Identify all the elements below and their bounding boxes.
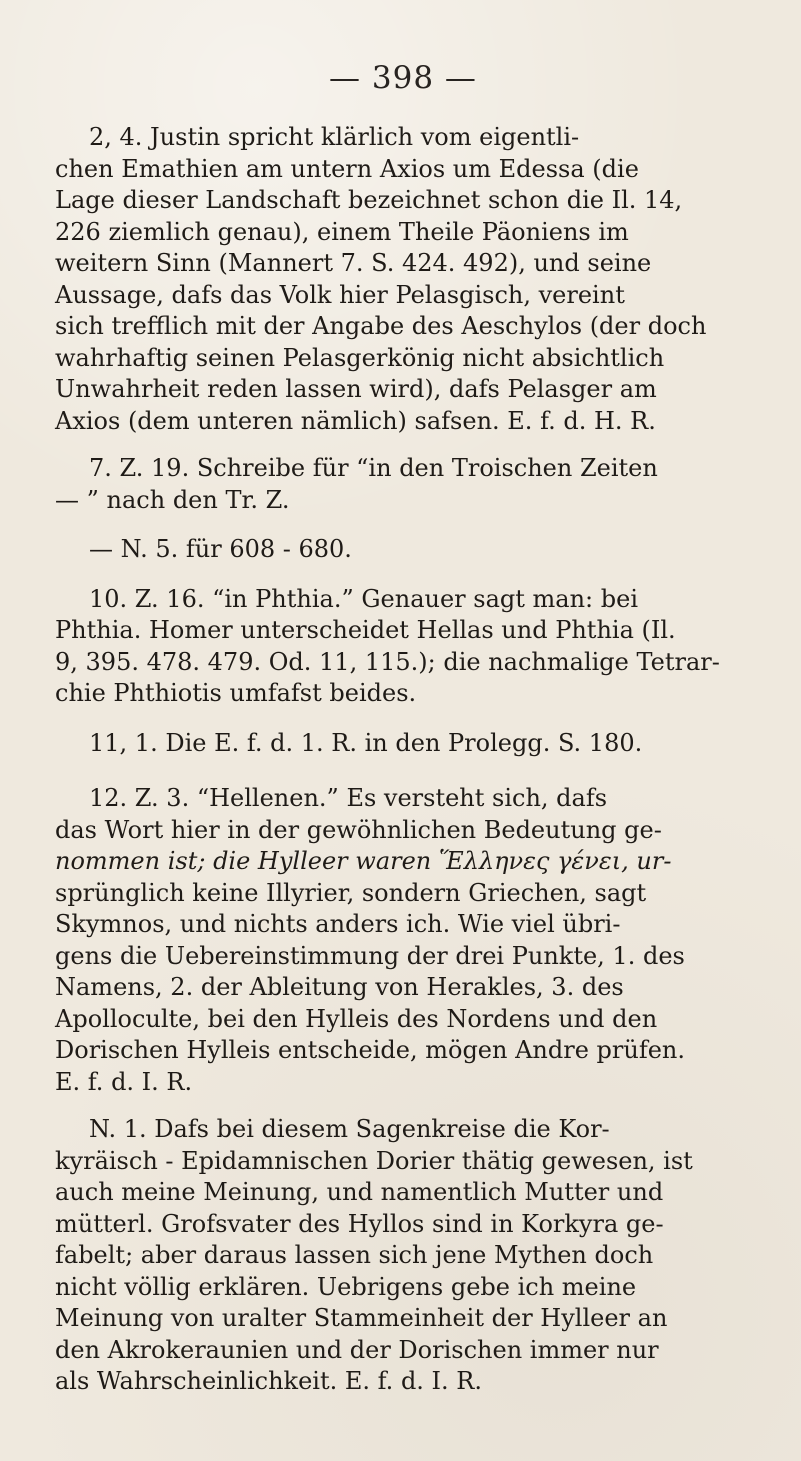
text-line: fabelt; aber daraus lassen sich jene Mythen doch — [55, 1241, 654, 1269]
paragraph-7 — [55, 1114, 751, 1398]
text-line: 9, 395. 478. 479. Od. 11, 115.); die nachmalige Tetrar- — [55, 647, 720, 676]
text-line: 11, 1. Die E. f. d. 1. R. in den Prolegg. S. 180. — [89, 728, 643, 757]
text-line: das Wort hier in der gewöhnlichen Bedeutung ge- — [55, 815, 662, 844]
text-line: sprünglich keine Illyrier, sondern Griechen, sagt — [55, 878, 647, 907]
text-line: Skymnos, und nichts anders ich. Wie viel übri- — [55, 910, 621, 938]
text-line: 12. Z. 3. “Hellenen.” Es versteht sich, dafs — [89, 784, 608, 812]
paragraph-6 — [55, 783, 751, 1098]
text-line: den Akrokeraunien und der Dorischen immer nur — [55, 1335, 659, 1364]
paragraph-1 — [55, 122, 751, 437]
text-line: sich trefflich mit der Angabe des Aeschylos (der doch — [55, 312, 707, 340]
text-line: 7. Z. 19. Schreibe für “in den Troischen Zeiten — [89, 454, 658, 482]
text-line: Meinung von uralter Stammeinheit der Hylleer an — [55, 1304, 668, 1332]
text-line: Axios (dem unteren nämlich) safsen. E. f. d. H. R. — [55, 406, 656, 435]
text-line: chie Phthiotis umfafst beides. — [55, 679, 417, 707]
text-line: — ” nach den Tr. Z. — [55, 485, 290, 514]
paragraph-2 — [55, 453, 751, 516]
paragraph-4 — [55, 584, 751, 710]
text-line: Lage dieser Landschaft bezeichnet schon die Il. 14, — [55, 186, 683, 214]
text-line: gens die Uebereinstimmung der drei Punkte, 1. des — [55, 941, 685, 970]
text-line: nicht völlig erklären. Uebrigens gebe ich meine — [55, 1272, 637, 1301]
text-line: Apolloculte, bei den Hylleis des Nordens und den — [55, 1004, 658, 1033]
text-line: E. f. d. I. R. — [55, 1067, 193, 1096]
text-line: N. 1. Dafs bei diesem Sagenkreise die Kor- — [89, 1115, 610, 1143]
paragraph-3 — [55, 534, 751, 566]
paragraph-5 — [55, 728, 751, 760]
text-line: Unwahrheit reden lassen wird), dafs Pelasger am — [55, 375, 657, 403]
text-line: 10. Z. 16. “in Phthia.” Genauer sagt man: bei — [89, 584, 638, 613]
text-line: wahrhaftig seinen Pelasgerkönig nicht absichtlich — [55, 343, 665, 372]
page-number: — 398 — — [329, 60, 477, 96]
text-line: Phthia. Homer unterscheidet Hellas und Phthia (Il. — [55, 616, 676, 644]
text-line: chen Emathien am untern Axios um Edessa (die — [55, 154, 639, 183]
text-line: Namens, 2. der Ableitung von Herakles, 3. des — [55, 973, 624, 1001]
text-line: kyräisch - Epidamnischen Dorier thätig gewesen, ist — [55, 1146, 693, 1175]
text-line: 2, 4. Justin spricht klärlich vom eigentli- — [89, 123, 580, 151]
text-line: weitern Sinn (Mannert 7. S. 424. 492), und seine — [55, 249, 652, 277]
text-line: als Wahrscheinlichkeit. E. f. d. I. R. — [55, 1367, 482, 1395]
text-line: nommen ist; die Hylleer waren Ἕλληνες γένει, ur- — [55, 847, 672, 875]
text-line: — N. 5. für 608 - 680. — [89, 535, 352, 563]
text-line: mütterl. Grofsvater des Hyllos sind in Korkyra ge- — [55, 1209, 664, 1238]
text-line: Dorischen Hylleis entscheide, mögen Andre prüfen. — [55, 1036, 686, 1064]
text-line: auch meine Meinung, und namentlich Mutter und — [55, 1178, 664, 1206]
text-line: Aussage, dafs das Volk hier Pelasgisch, vereint — [55, 280, 625, 309]
text-line: 226 ziemlich genau), einem Theile Päoniens im — [55, 217, 629, 246]
